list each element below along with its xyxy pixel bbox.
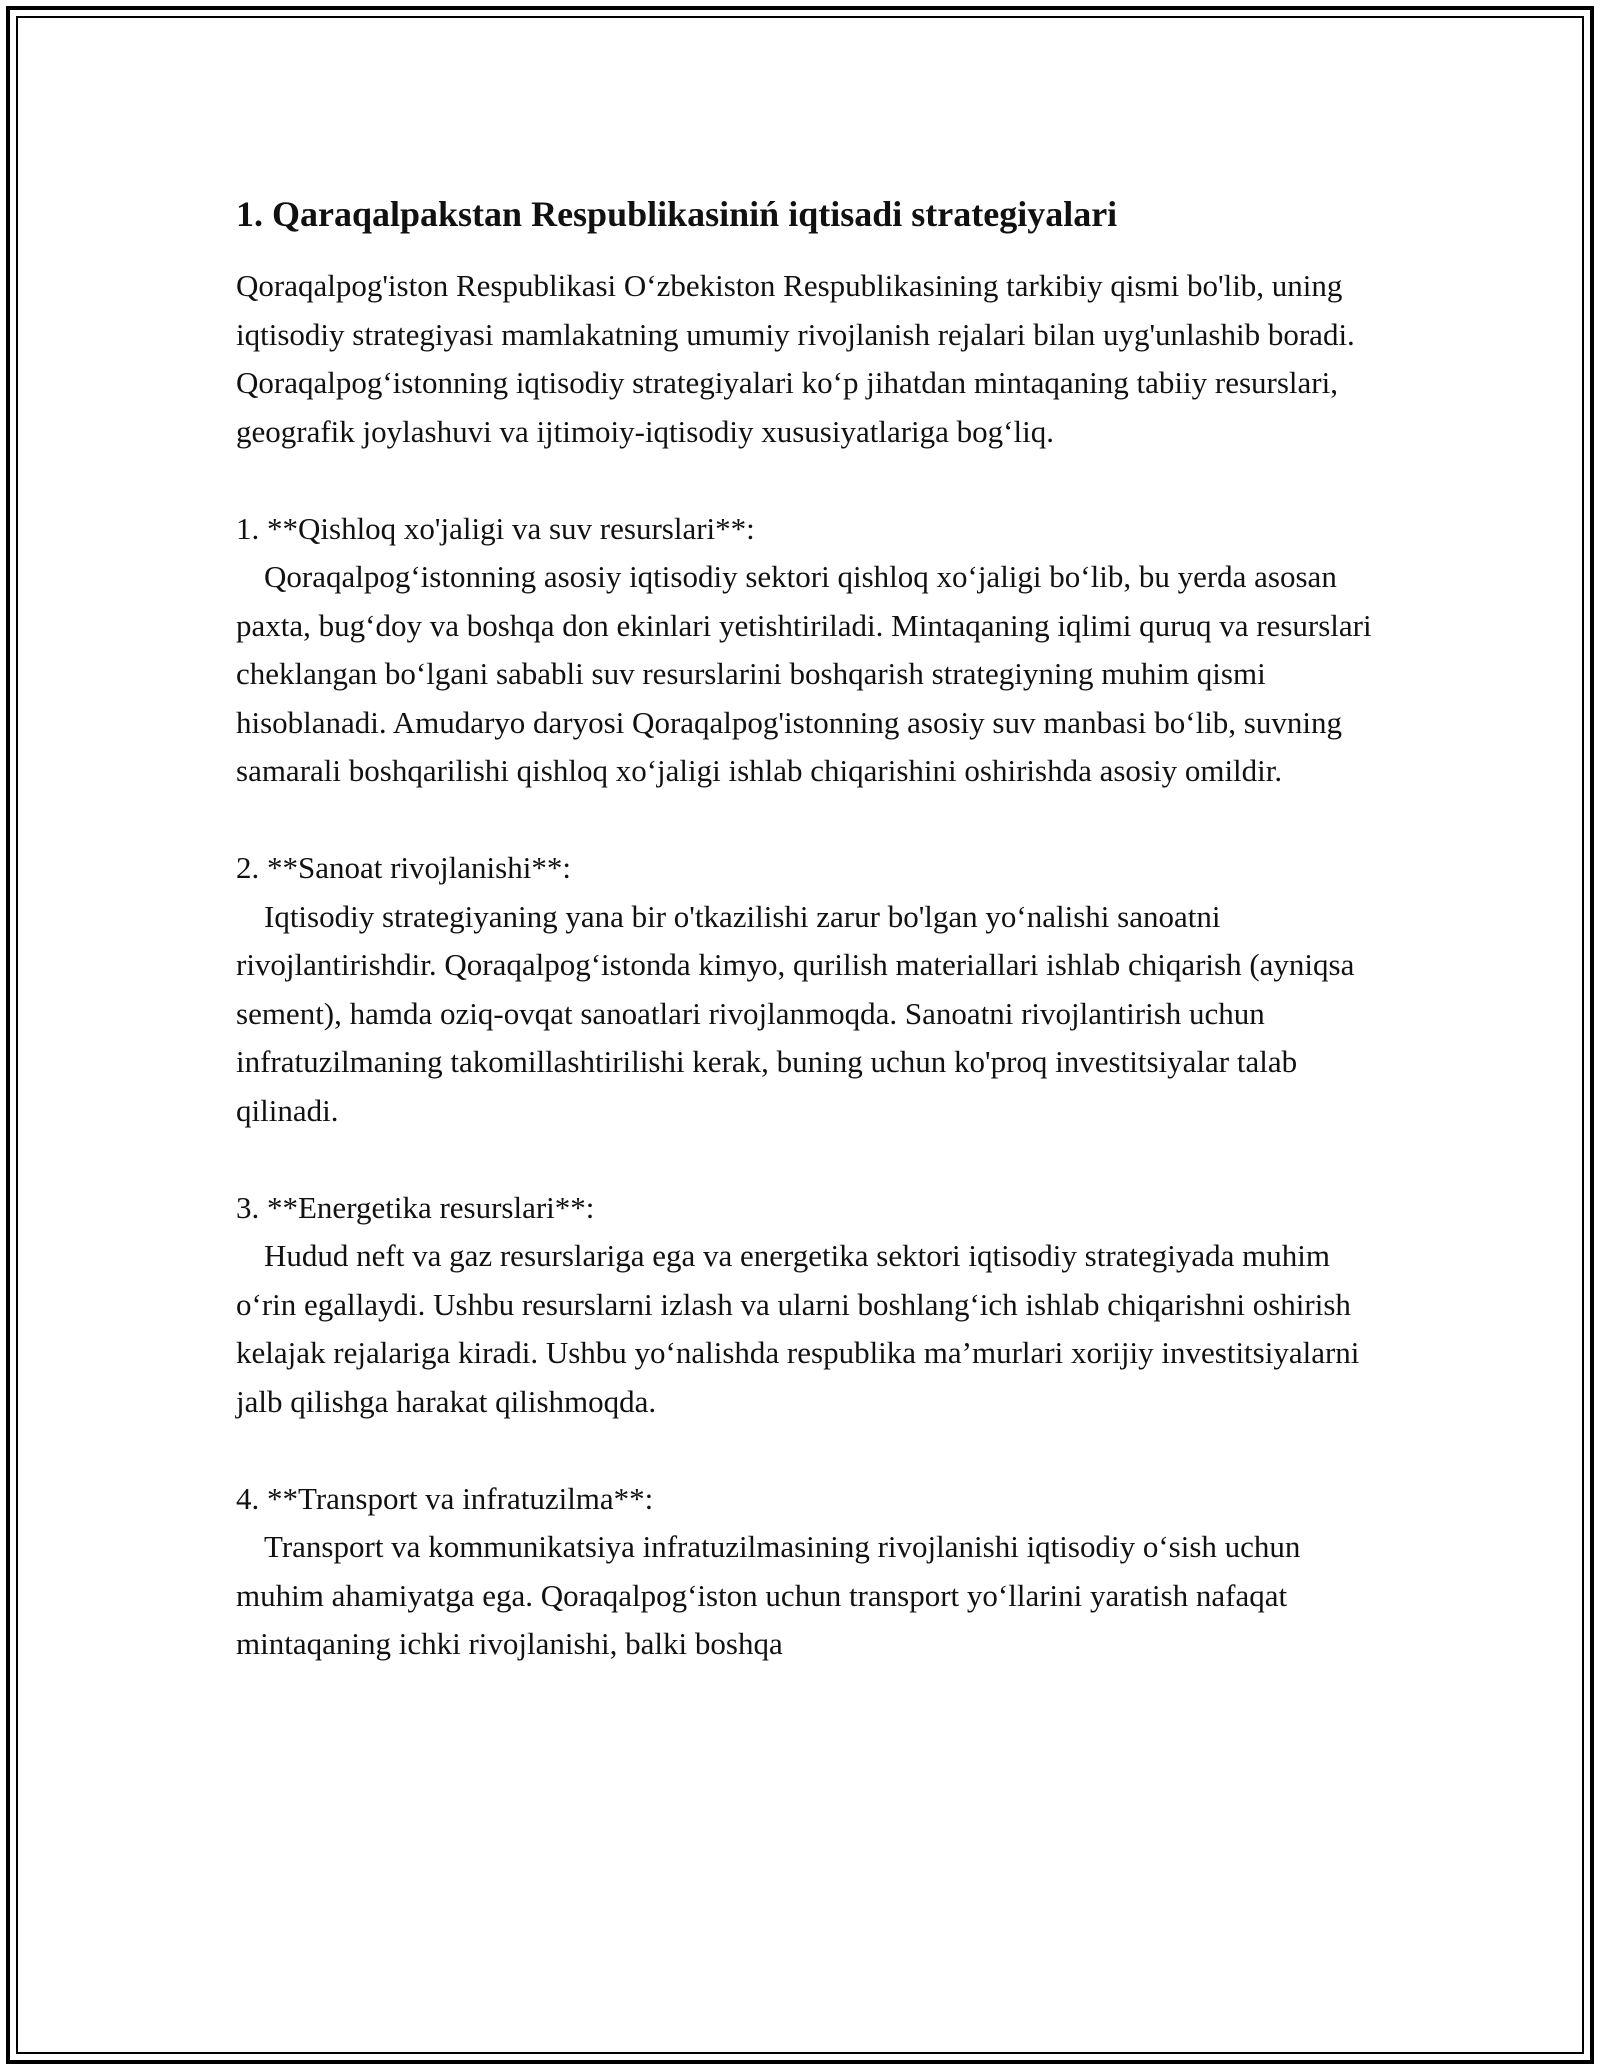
section-body: Qoraqalpog‘istonning asosiy iqtisodiy sektori qishloq xo‘jaligi bo‘lib, bu yerda asosan paxta, bug‘doy va boshqa don ekinlari yetishtiriladi. Mintaqaning iqlimi quruq va resurslari cheklangan bo‘lgani sababli suv resurslarini boshqarish strategiyning muhim qismi hisoblanadi. Amudaryo daryosi Qoraqalpog'istonning asosiy suv manbasi bo‘lib, suvning samarali boshqarilishi qishloq xo‘jaligi ishlab chiqarishini oshirishda asosiy omildir.: [236, 559, 1372, 788]
section-heading: 2. **Sanoat rivojlanishi**:: [236, 850, 571, 885]
section-heading: 3. **Energetika resurslari**:: [236, 1189, 595, 1225]
section-energy: [236, 1184, 1376, 1427]
section-body: Hudud neft va gaz resurslariga ega va energetika sektori iqtisodiy strategiyada muhim o‘rin egallaydi. Ushbu resurslarni izlash va ularni boshlang‘ich ishlab chiqarishni oshirish kelajak rejalariga kiradi. Ushbu yo‘nalishda respublika ma’murlari xorijiy investitsiyalarni jalb qilishga harakat qilishmoqda.: [236, 1238, 1360, 1419]
document-title: 1. Qaraqalpakstan Respublikasiniń iqtisadi strategiyalari: [236, 194, 1118, 234]
section-heading: 4. **Transport va infratuzilma**:: [236, 1480, 654, 1516]
section-agriculture-water: [236, 505, 1376, 796]
section-heading: 1. **Qishloq xo'jaligi va suv resurslari**:: [236, 510, 755, 546]
section-transport: [236, 1475, 1376, 1669]
section-body: Transport va kommunikatsiya infratuzilmasining rivojlanishi iqtisodiy o‘sish uchun muhim ahamiyatga ega. Qoraqalpog‘iston uchun transport yo‘llarini yaratish nafaqat mintaqaning ichki rivojlanishi, balki boshqa: [236, 1529, 1301, 1661]
document-body: [236, 190, 1376, 1717]
section-industry: [236, 844, 1376, 1135]
intro-paragraph: Qoraqalpog'iston Respublikasi O‘zbekiston Respublikasining tarkibiy qismi bo'lib, uning iqtisodiy strategiyasi mamlakatning umumiy rivojlanish rejalari bilan uyg'unlashib boradi. Qoraqalpog‘istonning iqtisodiy strategiyalari ko‘p jihatdan mintaqaning tabiiy resurslari, geografik joylashuvi va ijtimoiy-iqtisodiy xususiyatlariga bog‘liq.: [236, 268, 1355, 449]
section-body: Iqtisodiy strategiyaning yana bir o'tkazilishi zarur bo'lgan yo‘nalishi sanoatni rivojlantirishdir. Qoraqalpog‘istonda kimyo, qurilish materiallari ishlab chiqarish (ayniqsa sement), hamda oziq-ovqat sanoatlari rivojlanmoqda. Sanoatni rivojlantirish uchun infratuzilmaning takomillashtirilishi kerak, buning uchun ko'proq investitsiyalar talab qilinadi.: [236, 898, 1355, 1128]
